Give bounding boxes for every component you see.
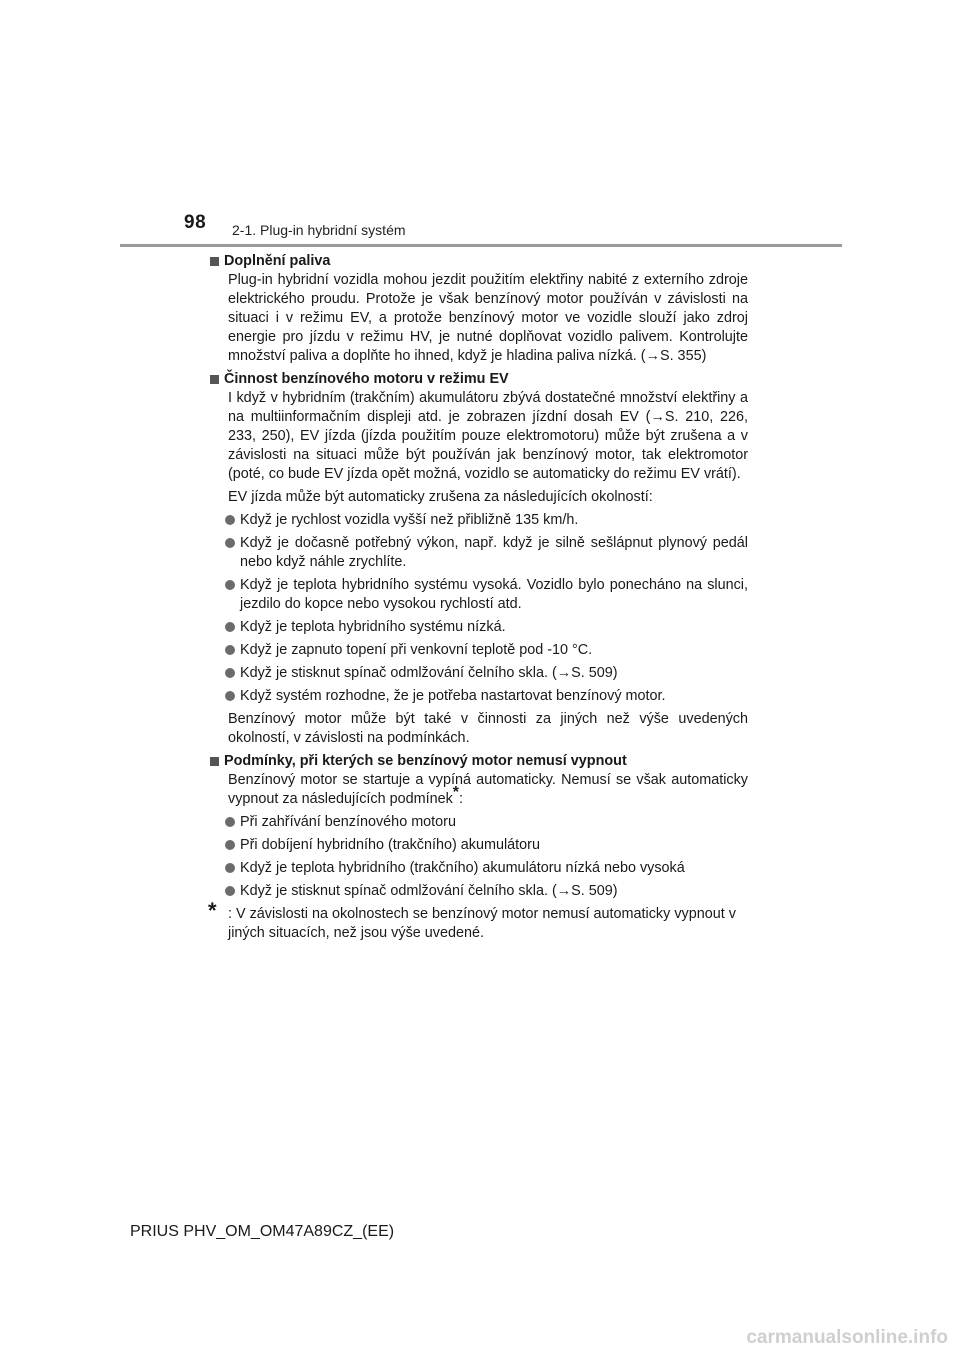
round-bullet-icon <box>225 538 235 548</box>
round-bullet-icon <box>225 840 235 850</box>
list-item-text: Když systém rozhodne, že je potřeba nastartovat benzínový motor. <box>240 688 666 704</box>
paragraph <box>208 771 748 809</box>
list-item <box>208 813 748 832</box>
list-item-text: Když je teplota hybridního (trakčního) akumulátoru nízká nebo vysoká <box>240 860 685 876</box>
section-fuel-refill <box>208 252 748 366</box>
running-head: 2-1. Plug-in hybridní systém <box>232 222 406 238</box>
list-item <box>208 511 748 530</box>
square-bullet-icon <box>210 757 219 766</box>
paragraph: Plug-in hybridní vozidla mohou jezdit použitím elektřiny nabité z externího zdroje elektrického proudu. Protože je však benzínový motor používán v závislosti na situaci i v režimu EV, a protože benzínový motor ve vozidle slouží jako zdroj energie pro jízdu v režimu HV, je nutné doplňovat vozidlo palivem. Kontrolujte množství paliva a doplňte ho ihned, když je hladina paliva nízká. (→S. 355) <box>228 272 748 364</box>
round-bullet-icon <box>225 863 235 873</box>
section-engine-may-not-stop <box>208 752 748 943</box>
list-item-text: Když je dočasně potřebný výkon, např. když je silně sešlápnut plynový pedál nebo když náhle zrychlíte. <box>240 535 748 570</box>
watermark: carmanualsonline.info <box>746 1327 948 1348</box>
list-item-text: Když je stisknut spínač odmlžování čelního skla. (→S. 509) <box>240 665 618 681</box>
section-title-text: Podmínky, při kterých se benzínový motor nemusí vypnout <box>224 753 627 769</box>
list-item <box>208 859 748 878</box>
section-title-text: Činnost benzínového motoru v režimu EV <box>224 371 509 387</box>
paragraph: Benzínový motor může být také v činnosti za jiných než výše uvedených okolností, v závislosti na podmínkách. <box>228 711 748 746</box>
footnote-mark: * <box>208 898 217 923</box>
footnote-reference: * <box>452 784 460 802</box>
round-bullet-icon <box>225 645 235 655</box>
list-item-text: Když je zapnuto topení při venkovní teplotě pod -10 °C. <box>240 642 593 658</box>
section-title <box>208 252 748 271</box>
list-item-text: Když je stisknut spínač odmlžování čelního skla. (→S. 509) <box>240 883 618 899</box>
list-item <box>208 576 748 614</box>
list-item <box>208 534 748 572</box>
footnote <box>208 898 748 943</box>
paragraph-text-end: : <box>459 791 464 807</box>
paragraph: EV jízda může být automaticky zrušena za následujících okolností: <box>228 489 653 505</box>
round-bullet-icon <box>225 515 235 525</box>
page-number: 98 <box>184 212 207 233</box>
page-content <box>208 252 748 947</box>
round-bullet-icon <box>225 817 235 827</box>
round-bullet-icon <box>225 691 235 701</box>
round-bullet-icon <box>225 580 235 590</box>
round-bullet-icon <box>225 668 235 678</box>
round-bullet-icon <box>225 886 235 896</box>
round-bullet-icon <box>225 622 235 632</box>
list-item <box>208 618 748 637</box>
list-item-text: Když je rychlost vozidla vyšší než přibližně 135 km/h. <box>240 512 579 528</box>
footer-doc-code: PRIUS PHV_OM_OM47A89CZ_(EE) <box>130 1223 395 1240</box>
list-item-text: Když je teplota hybridního systému nízká. <box>240 619 506 635</box>
list-item-text: Když je teplota hybridního systému vysoká. Vozidlo bylo ponecháno na slunci, jezdilo do kopce nebo vysokou rychlostí atd. <box>240 577 748 612</box>
section-engine-in-ev-mode <box>208 370 748 748</box>
square-bullet-icon <box>210 375 219 384</box>
square-bullet-icon <box>210 257 219 266</box>
section-title <box>208 370 748 389</box>
header-rule <box>120 244 842 247</box>
list-item <box>208 641 748 660</box>
list-item-text: Při dobíjení hybridního (trakčního) akumulátoru <box>240 837 540 853</box>
paragraph-text: Benzínový motor se startuje a vypíná automaticky. Nemusí se však automaticky vypnout za následujících podmínek <box>228 772 748 807</box>
list-item <box>208 664 748 683</box>
list-item-text: Při zahřívání benzínového motoru <box>240 814 456 830</box>
section-title <box>208 752 748 771</box>
list-item <box>208 882 748 901</box>
list-item <box>208 836 748 855</box>
footnote-text: : V závislosti na okolnostech se benzínový motor nemusí automaticky vypnout v jiných situacích, než jsou výše uvedené. <box>228 906 736 941</box>
paragraph: I když v hybridním (trakčním) akumulátoru zbývá dostatečné množství elektřiny a na multiinformačním displeji atd. je zobrazen jízdní dosah EV (→S. 210, 226, 233, 250), EV jízda (jízda použitím pouze elektromotoru) může být zrušena a v závislosti na situaci může být používán jak benzínový motor, tak elektromotor (poté, co bude EV jízda opět možná, vozidlo se automaticky do režimu EV vrátí). <box>228 390 748 482</box>
list-item <box>208 687 748 706</box>
section-title-text: Doplnění paliva <box>224 253 331 269</box>
